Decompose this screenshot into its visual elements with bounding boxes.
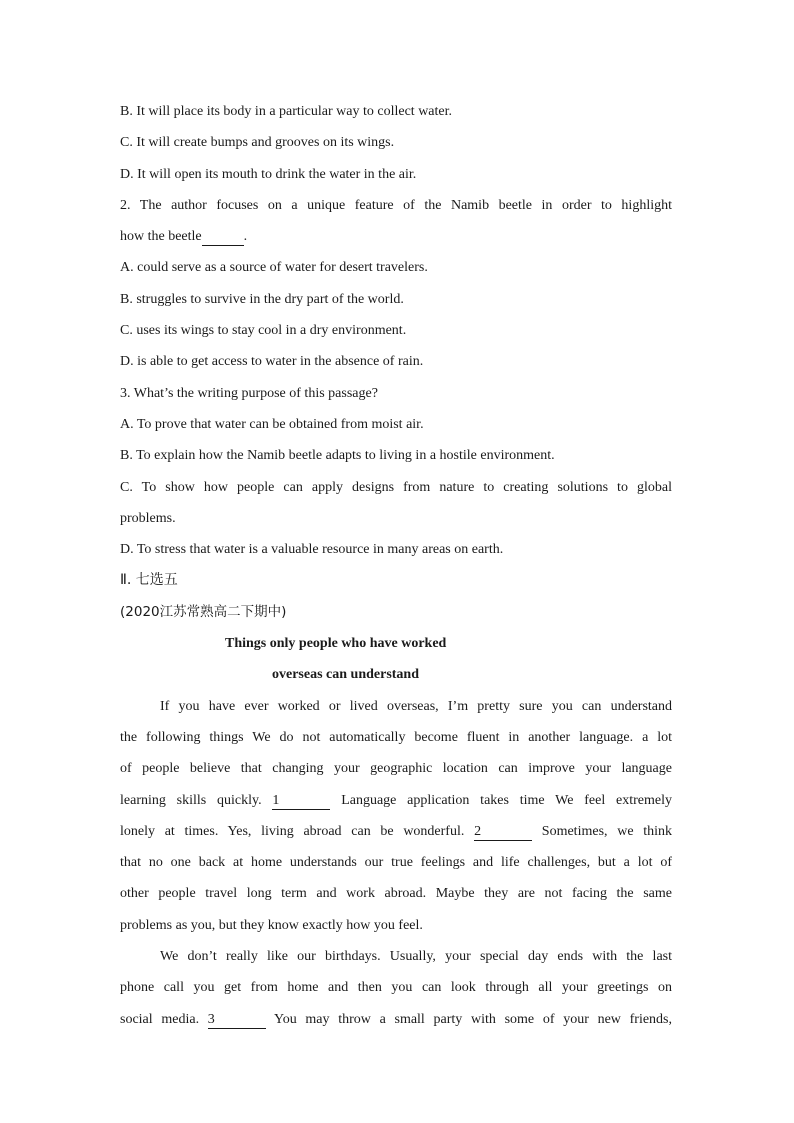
p1-line5 — [120, 816, 672, 847]
p1-line2: the following things We do not automatically become fluent in another language. a lot — [120, 729, 672, 745]
q2-option-c: C. uses its wings to stay cool in a dry environment. — [120, 323, 407, 339]
q3-option-c-line2: problems. — [120, 510, 176, 526]
q3-option-d: D. To stress that water is a valuable resource in many areas on earth. — [120, 542, 504, 558]
p1-line7: other people travel long term and work abroad. Maybe they are not facing the same — [120, 886, 672, 902]
section-heading: Ⅱ. 七选五 — [120, 572, 178, 589]
p1-line4 — [120, 785, 672, 816]
p1-line6: that no one back at home understands our true feelings and life challenges, but a lot of — [120, 855, 672, 871]
q1-option-d: D. It will open its mouth to drink the water in the air. — [120, 166, 417, 182]
q2-stem-line1: 2. The author focuses on a unique feature of the Namib beetle in order to highlight — [120, 197, 672, 213]
q1-option-b: B. It will place its body in a particular way to collect water. — [120, 104, 453, 119]
q3-option-b: B. To explain how the Namib beetle adapts to living in a hostile environment. — [120, 448, 555, 464]
p1-line5-post: Sometimes, we think — [541, 823, 672, 839]
p1-line1: If you have ever worked or lived overseas, I’m pretty sure you can understand — [160, 698, 672, 714]
p1-line8: problems as you, but they know exactly how you feel. — [120, 917, 423, 933]
q2-stem-line2 — [120, 221, 672, 252]
section-source: (2020江苏常熟高二下期中) — [120, 603, 287, 620]
p1-line5-pre: lonely at times. Yes, living abroad can be wonderful. — [120, 823, 465, 839]
document-page — [120, 96, 672, 1035]
p2-line1: We don’t really like our birthdays. Usually, your special day ends with the last — [160, 949, 672, 965]
p1-line4-pre: learning skills quickly. — [120, 792, 262, 808]
p2-line3-post: You may throw a small party with some of your new friends, — [273, 1011, 672, 1027]
answer-blank-1: 1 — [272, 793, 330, 810]
article-title-line2: overseas can understand — [272, 667, 420, 683]
p1-line4-post: Language application takes time We feel extremely — [341, 792, 672, 808]
q2-option-d: D. is able to get access to water in the absence of rain. — [120, 354, 424, 370]
p2-line3 — [120, 1004, 672, 1035]
q2-stem-period: . — [243, 229, 248, 245]
answer-blank — [202, 229, 244, 246]
p1-line3: of people believe that changing your geographic location can improve your language — [120, 761, 672, 777]
q2-stem-text: how the beetle — [120, 229, 202, 245]
article-title-line1: Things only people who have worked — [225, 636, 447, 652]
q3-option-a: A. To prove that water can be obtained from moist air. — [120, 416, 424, 432]
answer-blank-3: 3 — [208, 1012, 266, 1029]
q3-stem: 3. What’s the writing purpose of this passage? — [120, 385, 378, 401]
q2-option-a: A. could serve as a source of water for desert travelers. — [120, 260, 428, 276]
q3-option-c-line1: C. To show how people can apply designs from nature to creating solutions to global — [120, 479, 672, 495]
p2-line3-pre: social media. — [120, 1011, 200, 1027]
q1-option-c: C. It will create bumps and grooves on its wings. — [120, 135, 395, 151]
answer-blank-2: 2 — [474, 824, 532, 841]
p2-line2: phone call you get from home and then you can look through all your greetings on — [120, 980, 672, 996]
q2-option-b: B. struggles to survive in the dry part of the world. — [120, 291, 404, 307]
